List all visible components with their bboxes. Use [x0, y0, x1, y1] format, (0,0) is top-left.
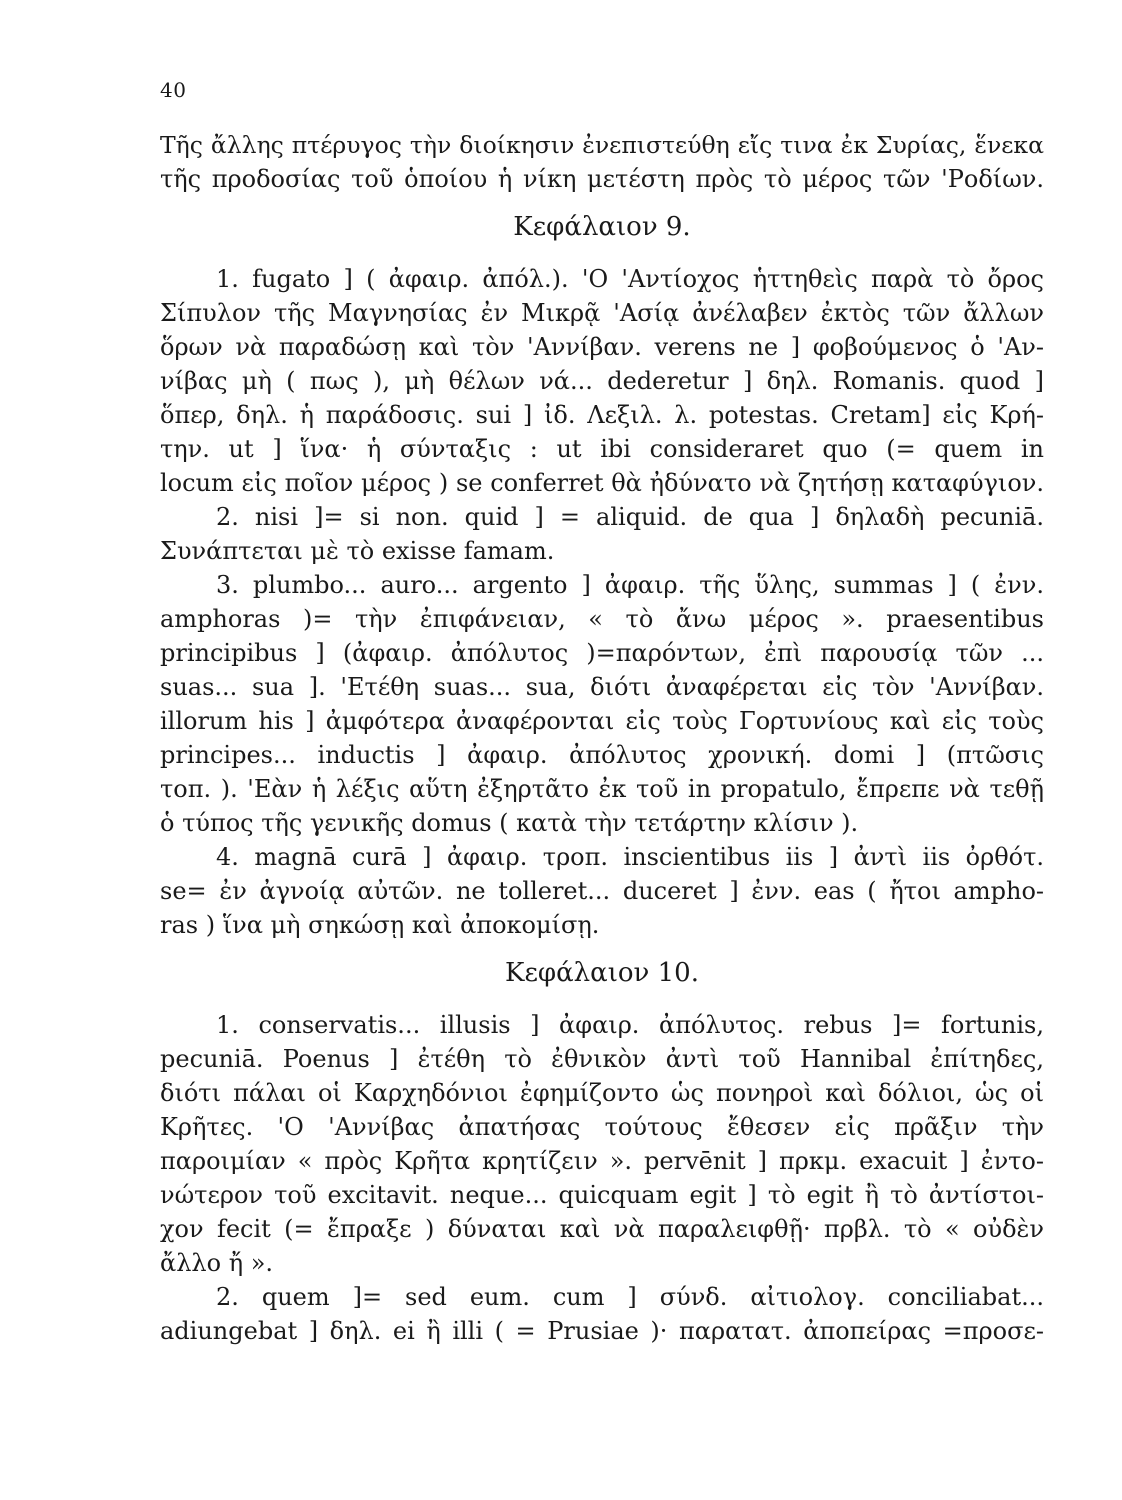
- text-line: τῆς προδοσίας τοῦ ὁποίου ἡ νίκη μετέστη πρὸς τὸ μέρος τῶν 'Ροδίων.: [160, 165, 1044, 193]
- page-content: [160, 128, 1044, 1348]
- text-line: 3. plumbo... auro... argento ] ἀφαιρ. τῆς ὕλης, summas ] ( ἐνν.: [216, 571, 1044, 599]
- chapter-10-paragraph-2: [160, 1280, 1044, 1348]
- text-line: 1. conservatis... illusis ] ἀφαιρ. ἀπόλυτος. rebus ]= fortunis,: [216, 1011, 1044, 1039]
- chapter-9-heading: Κεφάλαιον 9.: [513, 212, 691, 242]
- text-line: ὅρων νὰ παραδώσῃ καὶ τὸν 'Αννίβαν. verens ne ] φοβούμενος ὁ 'Αν-: [160, 333, 1044, 361]
- intro-paragraph: [160, 128, 1044, 196]
- text-line: ras ) ἵνα μὴ σηκώσῃ καὶ ἀποκομίσῃ.: [160, 911, 600, 939]
- text-line: ὅπερ, δηλ. ἡ παράδοσις. sui ] ἰδ. Λεξιλ. λ. potestas. Cretam] εἰς Κρή-: [160, 401, 1044, 429]
- text-line: την. ut ] ἵνα· ἡ σύνταξις : ut ibi consideraret quo (= quem in: [160, 435, 1044, 463]
- text-line: principibus ] (ἀφαιρ. ἀπόλυτος )=παρόντων, ἐπὶ παρουσίᾳ τῶν ...: [160, 639, 1044, 667]
- text-line: 1. fugato ] ( ἀφαιρ. ἀπόλ.). 'Ο 'Αντίοχος ἡττηθεὶς παρὰ τὸ ὄρος: [216, 265, 1044, 293]
- text-line: νίβας μὴ ( πως ), μὴ θέλων νά... dederetur ] δηλ. Romanis. quod ]: [160, 367, 1044, 395]
- text-line: νώτερον τοῦ excitavit. neque... quicquam egit ] τὸ egit ἢ τὸ ἀντίστοι-: [160, 1181, 1044, 1209]
- text-line: Τῆς ἄλλης πτέρυγος τὴν διοίκησιν ἐνεπιστεύθη εἴς τινα ἐκ Συρίας, ἕνεκα: [160, 131, 1044, 159]
- text-line: locum εἰς ποῖον μέρος ) se conferret θὰ ἠδύνατο νὰ ζητήσῃ καταφύγιον.: [160, 469, 1044, 497]
- chapter-9-paragraph-1: [160, 262, 1044, 500]
- text-line: amphoras )= τὴν ἐπιφάνειαν, « τὸ ἄνω μέρος ». praesentibus: [160, 605, 1044, 633]
- text-line: ὁ τύπος τῆς γενικῆς domus ( κατὰ τὴν τετάρτην κλίσιν ).: [160, 809, 859, 837]
- text-line: Συνάπτεται μὲ τὸ exisse famam.: [160, 537, 555, 565]
- text-line: 2. quem ]= sed eum. cum ] σύνδ. αἰτιολογ. conciliabat...: [216, 1283, 1044, 1311]
- text-line: τοπ. ). 'Εὰν ἡ λέξις αὕτη ἐξηρτᾶτο ἐκ τοῦ in propatulo, ἔπρεπε νὰ τεθῇ: [160, 775, 1044, 803]
- text-line: Σίπυλον τῆς Μαγνησίας ἐν Μικρᾷ 'Ασίᾳ ἀνέλαβεν ἐκτὸς τῶν ἄλλων: [160, 299, 1044, 327]
- text-line: principes... inductis ] ἀφαιρ. ἀπόλυτος χρονική. domi ] (πτῶσις: [160, 741, 1044, 769]
- text-line: illorum his ] ἀμφότερα ἀναφέρονται εἰς τοὺς Γορτυνίους καὶ εἰς τοὺς: [160, 707, 1044, 735]
- page-number: 40: [160, 78, 187, 102]
- text-line: Κρῆτες. 'Ο 'Αννίβας ἀπατήσας τούτους ἔθεσεν εἰς πρᾶξιν τὴν: [160, 1113, 1044, 1141]
- text-line: se= ἐν ἀγνοίᾳ αὐτῶν. ne tolleret... duceret ] ἐνν. eas ( ἤτοι ampho-: [160, 877, 1044, 905]
- text-line: ἄλλο ἤ ».: [160, 1249, 274, 1277]
- text-line: adiungebat ] δηλ. ei ἢ illi ( = Prusiae )· παρατατ. ἀποπείρας =προσε-: [160, 1317, 1044, 1345]
- chapter-9-paragraph-4: [160, 840, 1044, 942]
- text-line: διότι πάλαι οἱ Καρχηδόνιοι ἐφημίζοντο ὡς πονηροὶ καὶ δόλιοι, ὡς οἱ: [160, 1079, 1044, 1107]
- chapter-10-heading: Κεφάλαιον 10.: [505, 958, 699, 988]
- text-line: 2. nisi ]= si non. quid ] = aliquid. de qua ] δηλαδὴ pecuniā.: [216, 503, 1044, 531]
- chapter-9-paragraph-2: [160, 500, 1044, 568]
- text-line: 4. magnā curā ] ἀφαιρ. τροπ. inscientibus iis ] ἀντὶ iis ὀρθότ.: [216, 843, 1044, 871]
- text-line: παροιμίαν « πρὸς Κρῆτα κρητίζειν ». pervēnit ] πρκμ. exacuit ] ἐντο-: [160, 1147, 1044, 1175]
- chapter-9-paragraph-3: [160, 568, 1044, 840]
- chapter-10-paragraph-1: [160, 1008, 1044, 1280]
- text-line: suas... sua ]. 'Ετέθη suas... sua, διότι ἀναφέρεται εἰς τὸν 'Αννίβαν.: [160, 673, 1044, 701]
- text-line: χον fecit (= ἔπραξε ) δύναται καὶ νὰ παραλειφθῇ· πρβλ. τὸ « οὐδὲν: [160, 1215, 1044, 1243]
- text-line: pecuniā. Poenus ] ἐτέθη τὸ ἐθνικὸν ἀντὶ τοῦ Hannibal ἐπίτηδες,: [160, 1045, 1044, 1073]
